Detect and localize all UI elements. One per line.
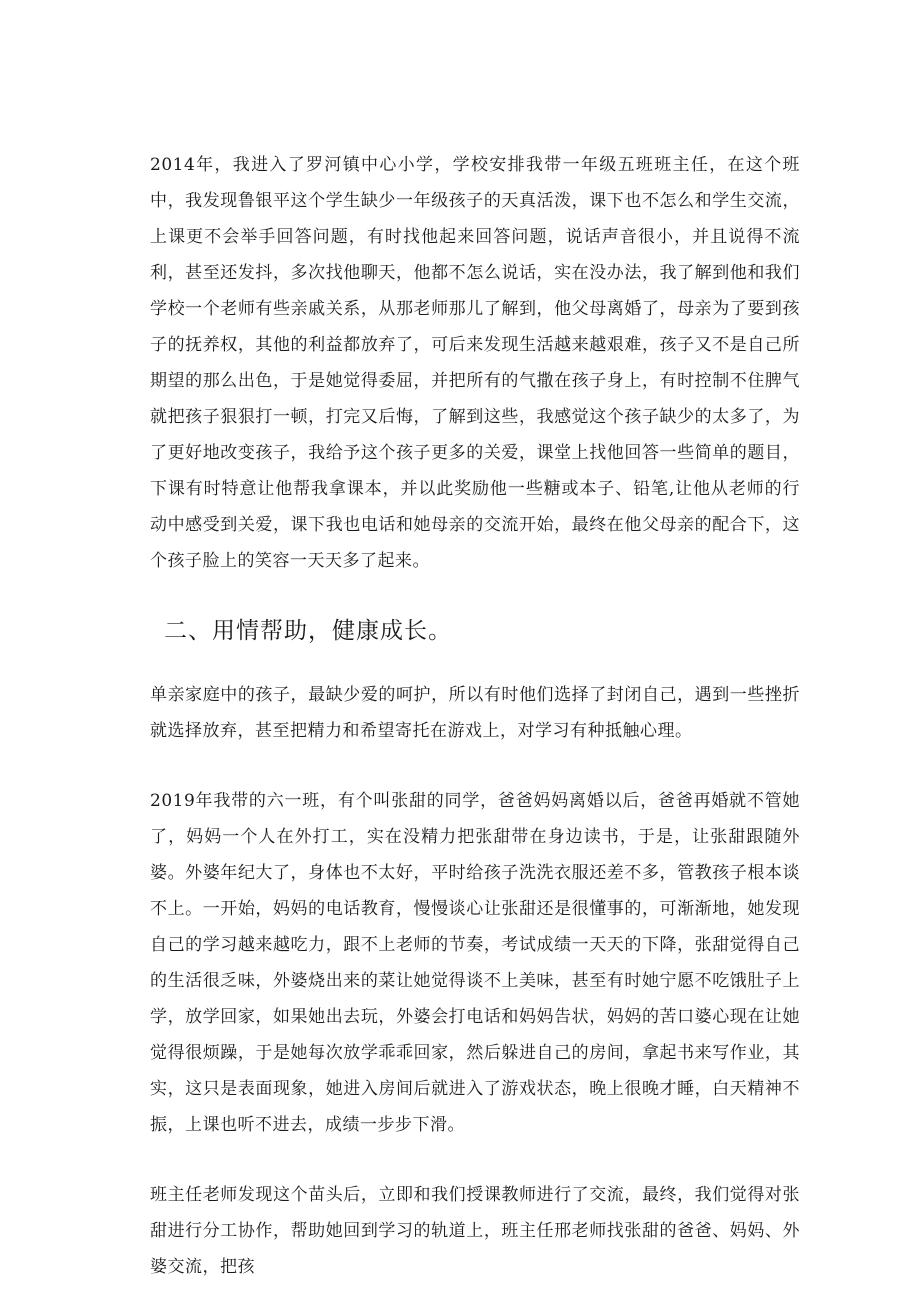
paragraph-zhang-tian-story: 2019年我带的六一班，有个叫张甜的同学，爸爸妈妈离婚以后，爸爸再婚就不管她了，妈妈一个人在外打工，实在没精力把张甜带在身边读书，于是，让张甜跟随外婆。外婆年纪大了，身体也不太好，平时给孩子洗洗衣服还差不多，管教孩子根本谈不上。一开始，妈妈的电话教育，慢慢谈心让张甜还是很懂事的，可渐渐地，她发现自己的学习越来越吃力，跟不上老师的节奏，考试成绩一天天的下降，张甜觉得自己的生活很乏味，外婆烧出来的菜让她觉得谈不上美味，甚至有时她宁愿不吃饿肚子上学，放学回家，如果她出去玩，外婆会打电话和妈妈告状，妈妈的苦口婆心现在让她觉得很烦躁，于是她每次放学乖乖回家，然后躲进自己的房间，拿起书来写作业，其实，这只是表面现象，她进入房间后就进入了游戏状态，晚上很晚才睡，白天精神不振，上课也听不进去，成绩一步步下滑。 <box>150 791 800 1135</box>
section-heading: 二、用情帮助，健康成长。 <box>164 618 452 644</box>
paragraph-single-parent-intro: 单亲家庭中的孩子，最缺少爱的呵护，所以有时他们选择了封闭自己，遇到一些挫折就选择放弃，甚至把精力和希望寄托在游戏上，对学习有种抵触心理。 <box>150 685 800 741</box>
document-body <box>150 147 800 1285</box>
paragraph-lu-yinping-story: 2014年，我进入了罗河镇中心小学，学校安排我带一年级五班班主任，在这个班中，我发现鲁银平这个学生缺少一年级孩子的天真活泼，课下也不怎么和学生交流，上课更不会举手回答问题，有时找他起来回答问题，说话声音很小，并且说得不流利，甚至还发抖，多次找他聊天，他都不怎么说话，实在没办法，我了解到他和我们学校一个老师有些亲戚关系，从那老师那儿了解到，他父母离婚了，母亲为了要到孩子的抚养权，其他的利益都放弃了，可后来发现生活越来越艰难，孩子又不是自己所期望的那么出色，于是她觉得委屈，并把所有的气撒在孩子身上，有时控制不住脾气就把孩子狠狠打一顿，打完又后悔，了解到这些，我感觉这个孩子缺少的太多了，为了更好地改变孩子，我给予这个孩子更多的关爱，课堂上找他回答一些简单的题目，下课有时特意让他帮我拿课本，并以此奖励他一些糖或本子、铅笔,让他从老师的行动中感受到关爱，课下我也电话和她母亲的交流开始，最终在他父母亲的配合下，这个孩子脸上的笑容一天天多了起来。 <box>150 155 800 571</box>
paragraph-teacher-response: 班主任老师发现这个苗头后，立即和我们授课教师进行了交流，最终，我们觉得对张甜进行分工协作，帮助她回到学习的轨道上，班主任邢老师找张甜的爸爸、妈妈、外婆交流，把孩 <box>150 1185 800 1277</box>
